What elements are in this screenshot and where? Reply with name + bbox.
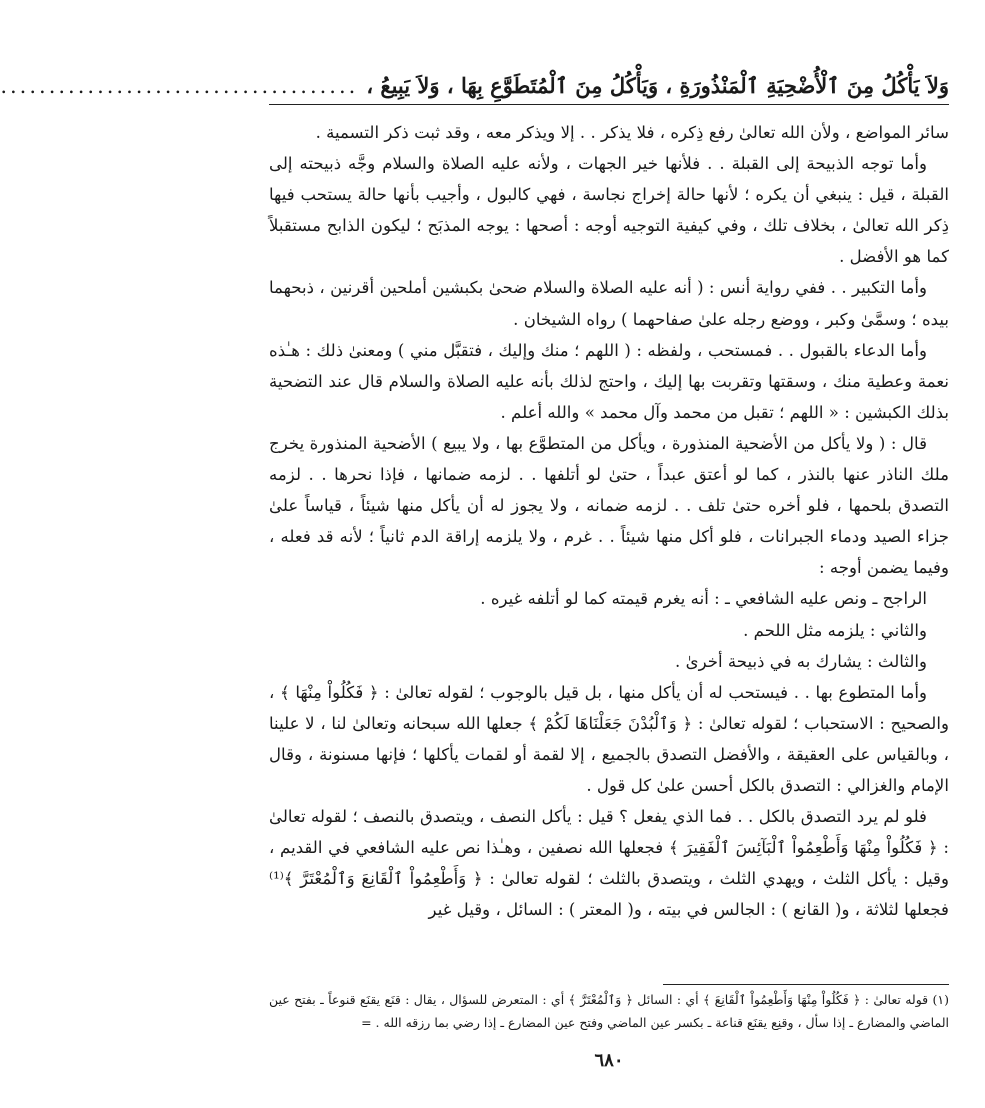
paragraph-2: وأما توجه الذبيحة إلى القبلة . . فلأنها خير الجهات ، ولأنه عليه الصلاة والسلام وجَّه ذبيحته إلى القبلة ، قيل : ينبغي أن يكره ؛ لأنها حالة إخراج نجاسة ، فهي كالبول ، وأجيب بأنها حالة يستحب فيها ذِكر الله تعالىٰ ، بخلاف تلك ، وفي كيفية التوجيه أوجه : أصحها : يوجه المذبَح ؛ ليكون الذابح مستقبلاً كما هو الأفضل .: [269, 154, 949, 267]
footnotes: [269, 988, 949, 1034]
main-text: [269, 117, 949, 925]
paragraph-7: والثاني : يلزمه مثل اللحم .: [743, 620, 927, 640]
header-title: وَلاَ يَأْكُلُ مِنَ ٱلْأُضْحِيَةِ ٱلْمَنْذُورَةِ ، وَيَأْكُلُ مِنَ ٱلْمُتَطَوَّعِ بِهَا ، وَلاَ يَبِيعُ ،: [366, 73, 949, 98]
paragraph-5: قال : ( ولا يأكل من الأضحية المنذورة ، ويأكل من المتطوَّع بها ، ولا يبيع ) الأضحية المنذورة يخرج ملك الناذر عنها بالنذر ، كما لو أعتق عبداً ، حتىٰ لو أتلفها . . لزمه ضمانها ، فإذا نحرها . . لزمه التصدق بلحمها ، فلو أخره حتىٰ تلف . . لزمه ضمانه ، ولا يجوز له أن يأكل منها شيئاً ، قياساً علىٰ جزاء الصيد ودماء الجبرانات ، فلو أكل منها شيئاً . . غرم ، ولا يلزمه إراقة الدم ثانياً ؛ لأنه قد فعله ، وفيما يضمن أوجه :: [269, 433, 949, 578]
running-header: [0, 58, 949, 98]
paragraph-8: والثالث : يشارك به في ذبيحة أخرىٰ .: [675, 651, 927, 671]
paragraph-4: وأما الدعاء بالقبول . . فمستحب ، ولفظه : ( اللهم ؛ منك وإليك ، فتقبَّل مني ) ومعنىٰ ذلك : هـٰذه نعمة وعطية منك ، وسقتها وتقربت بها إليك ، واحتج لذلك بأنه عليه الصلاة والسلام قال عند التضحية بذلك الكبشين : « اللهم ؛ تقبل من محمد وآل محمد » والله أعلم .: [269, 340, 949, 422]
footnote-rule: [663, 984, 949, 985]
header-rule: [269, 104, 949, 105]
page-number: ٦٨٠: [594, 1050, 624, 1071]
paragraph-3: وأما التكبير . . ففي رواية أنس : ( أنه عليه الصلاة والسلام ضحىٰ بكبشين أملحين أقرنين ، ذبحهما بيده ؛ وسمَّىٰ وكبر ، ووضع رجله علىٰ صفاحهما ) رواه الشيخان .: [269, 278, 949, 329]
paragraph-1: سائر المواضع ، ولأن الله تعالىٰ رفع ذِكره ، فلا يذكر . . إلا ويذكر معه ، وقد ثبت ذكر التسمية .: [315, 123, 949, 142]
paragraph-10: فلو لم يرد التصدق بالكل . . فما الذي يفعل ؟ قيل : يأكل النصف ، ويتصدق بالنصف ؛ لقوله تعالىٰ : ﴿ فَكُلُواْ مِنْهَا وَأَطْعِمُواْ ٱلْبَآئِسَ ٱلْفَقِيرَ ﴾ فجعلها الله نصفين ، وهـٰذا نص عليه الشافعي في القديم ، وقيل : يأكل الثلث ، ويهدي الثلث ، ويتصدق بالثلث ؛ لقوله تعالىٰ : ﴿ وَأَطْعِمُواْ ٱلْقَانِعَ وَٱلْمُعْتَرَّ ﴾⁽¹⁾ فجعلها لثلاثة ، و( القانع ) : الجالس في بيته ، و( المعتر ) : السائل ، وقيل غير: [269, 807, 949, 920]
header-dot-leader: .....................................: [0, 74, 359, 98]
footnote-1: (١) قوله تعالىٰ : ﴿ فَكُلُواْ مِنْهَا وَأَطْعِمُواْ ٱلْقَانِعَ ﴾ أي : السائل ﴿ وَٱلْمُعْتَرَّ ﴾ أي : المتعرض للسؤال ، يقال : قنَع يقنَع قنوعاً ـ بفتح عين الماضي والمضارع ـ إذا سأل ، وقنِع يقنَع قناعة ـ بكسر عين الماضي وفتح عين المضارع ـ إذا رضي بما رزقه الله . =: [269, 992, 949, 1030]
paragraph-9: وأما المتطوع بها . . فيستحب له أن يأكل منها ، بل قيل بالوجوب ؛ لقوله تعالىٰ : ﴿ فَكُلُواْ مِنْهَا ﴾ ، والصحيح : الاستحباب ؛ لقوله تعالىٰ : ﴿ وَٱلْبُدْنَ جَعَلْنَاهَا لَكُمْ ﴾ جعلها الله سبحانه وتعالىٰ لنا ، لا علينا ، وبالقياس على العقيقة ، والأفضل التصدق بالجميع ، إلا لقمة أو لقمات يأكلها ؛ فإنها مسنونة ، وقال الإمام والغزالي : التصدق بالكل أحسن علىٰ كل قول .: [269, 682, 949, 795]
paragraph-6: الراجح ـ ونص عليه الشافعي ـ : أنه يغرم قيمته كما لو أتلفه غيره .: [480, 589, 927, 609]
